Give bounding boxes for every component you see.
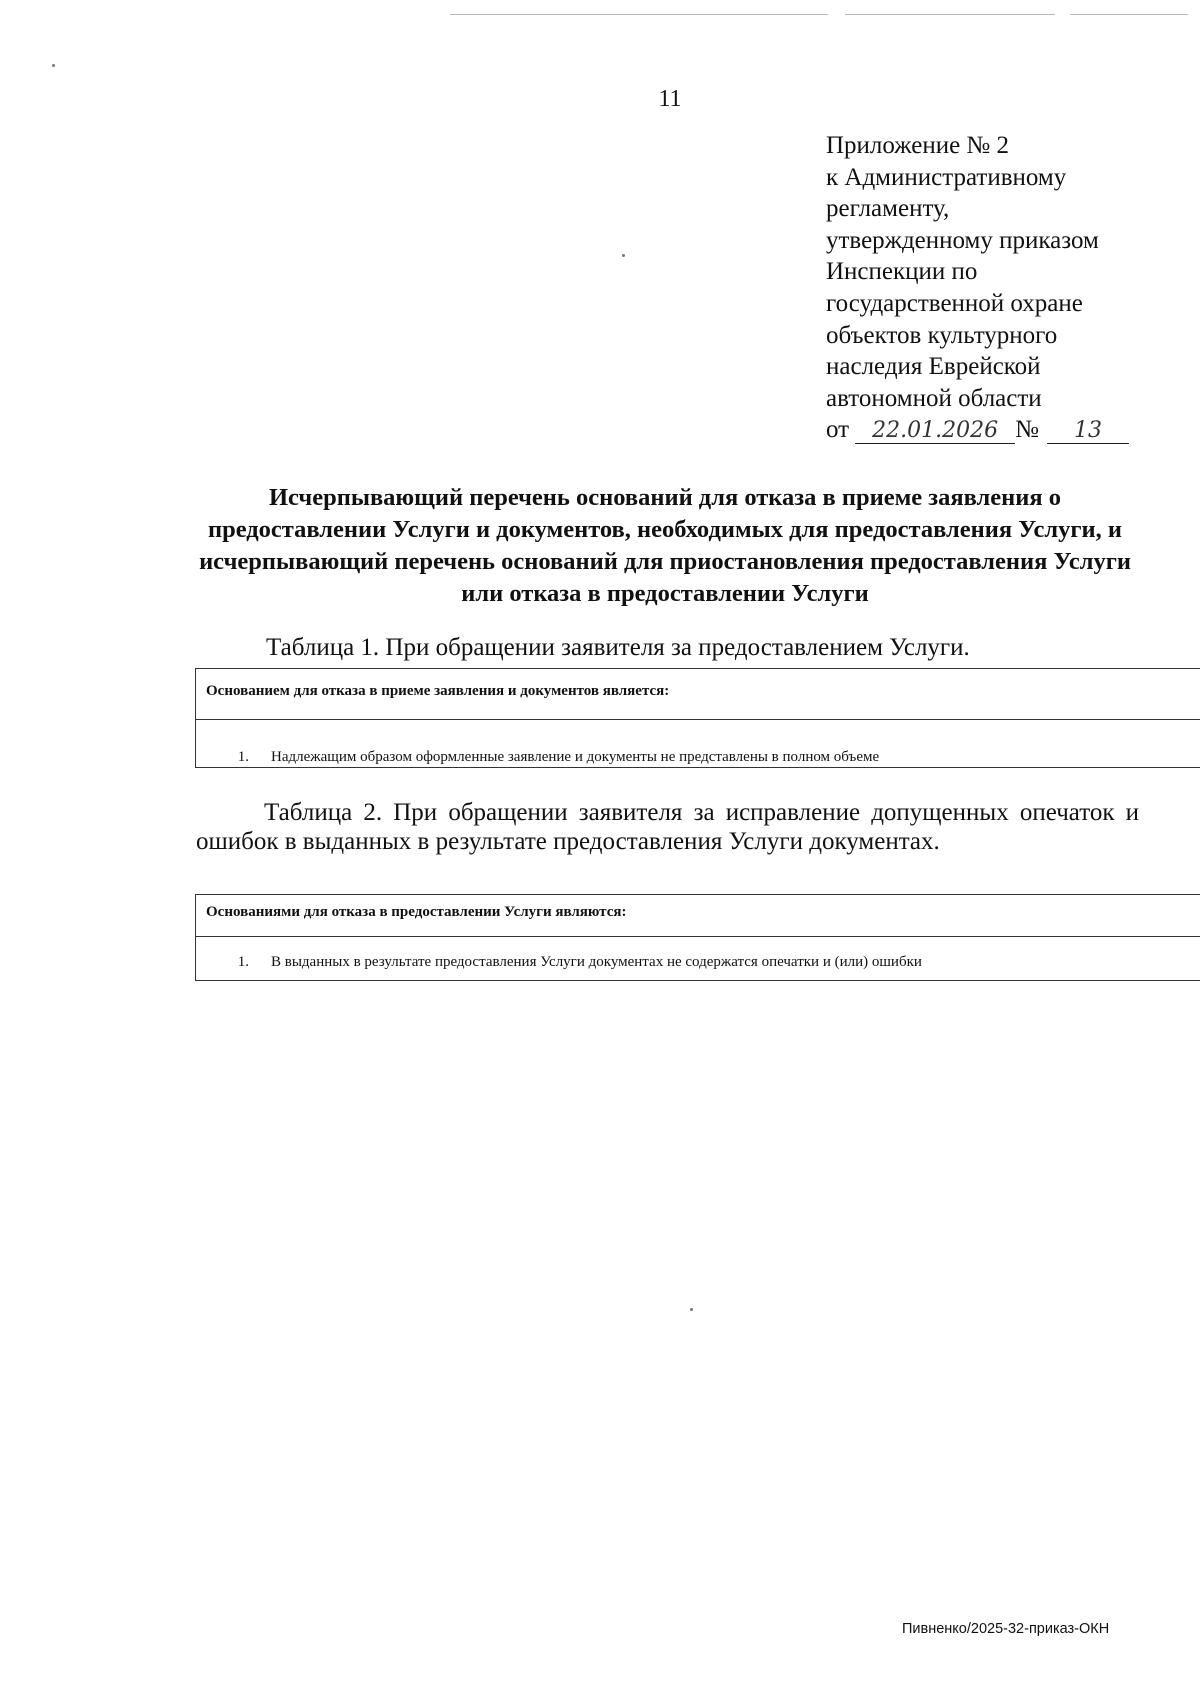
- scan-artifact-line: [450, 14, 828, 15]
- handwritten-date: 22.01.2026: [855, 419, 1015, 444]
- row-text: В выданных в результате предоставления Услуги документах не содержатся опечатки и (или) ошибки: [271, 954, 922, 970]
- from-label: от: [826, 416, 850, 444]
- scan-artifact-line: [845, 14, 1055, 15]
- appendix-line: объектов культурного: [826, 321, 1058, 349]
- scan-artifact-speck: [52, 64, 55, 67]
- table1-caption: Таблица 1. При обращении заявителя за предоставлением Услуги.: [266, 634, 970, 661]
- table2-header: Основаниями для отказа в предоставлении Услуги являются:: [196, 895, 1200, 937]
- table1: [195, 668, 1200, 768]
- row-number: 1.: [237, 749, 249, 765]
- scan-artifact-speck: [622, 254, 625, 257]
- table-row: [196, 720, 1200, 767]
- handwritten-number: 13: [1047, 419, 1129, 444]
- appendix-line: государственной охране: [826, 289, 1083, 317]
- appendix-line: автономной области: [826, 384, 1042, 412]
- document-title: Исчерпывающий перечень оснований для отказа в приеме заявления о предоставлении Услуги и документов, необходимых для предоставления Услуги, и исчерпывающий перечень оснований для приостановления предоставления Услуги или отказа в предоставлении Услуги: [199, 484, 1131, 607]
- table2: [195, 894, 1200, 981]
- table1-header: Основанием для отказа в приеме заявления и документов является:: [196, 669, 1200, 720]
- appendix-line: Приложение № 2: [826, 132, 1010, 159]
- footer-document-code: Пивненко/2025-32-приказ-ОКН: [902, 1621, 1110, 1637]
- appendix-line: Инспекции по: [826, 258, 978, 286]
- scan-artifact-line: [1070, 14, 1188, 15]
- appendix-line: утвержденному приказом: [826, 226, 1099, 254]
- table-row: [196, 937, 1200, 980]
- row-number: 1.: [237, 954, 249, 970]
- scan-artifact-speck: [690, 1308, 693, 1311]
- table2-caption: Таблица 2. При обращении заявителя за исправление допущенных опечаток и ошибок в выданных в результате предоставления Услуги документах.: [196, 799, 1139, 855]
- number-label: №: [1015, 416, 1039, 444]
- appendix-block: [826, 130, 1156, 446]
- appendix-line: к Административному: [826, 163, 1067, 191]
- row-text: Надлежащим образом оформленные заявление и документы не представлены в полном объеме: [271, 749, 880, 765]
- appendix-line: регламенту,: [826, 195, 950, 223]
- page-number: 11: [658, 86, 682, 112]
- signature-date-line: [826, 414, 1156, 446]
- appendix-line: наследия Еврейской: [826, 353, 1041, 381]
